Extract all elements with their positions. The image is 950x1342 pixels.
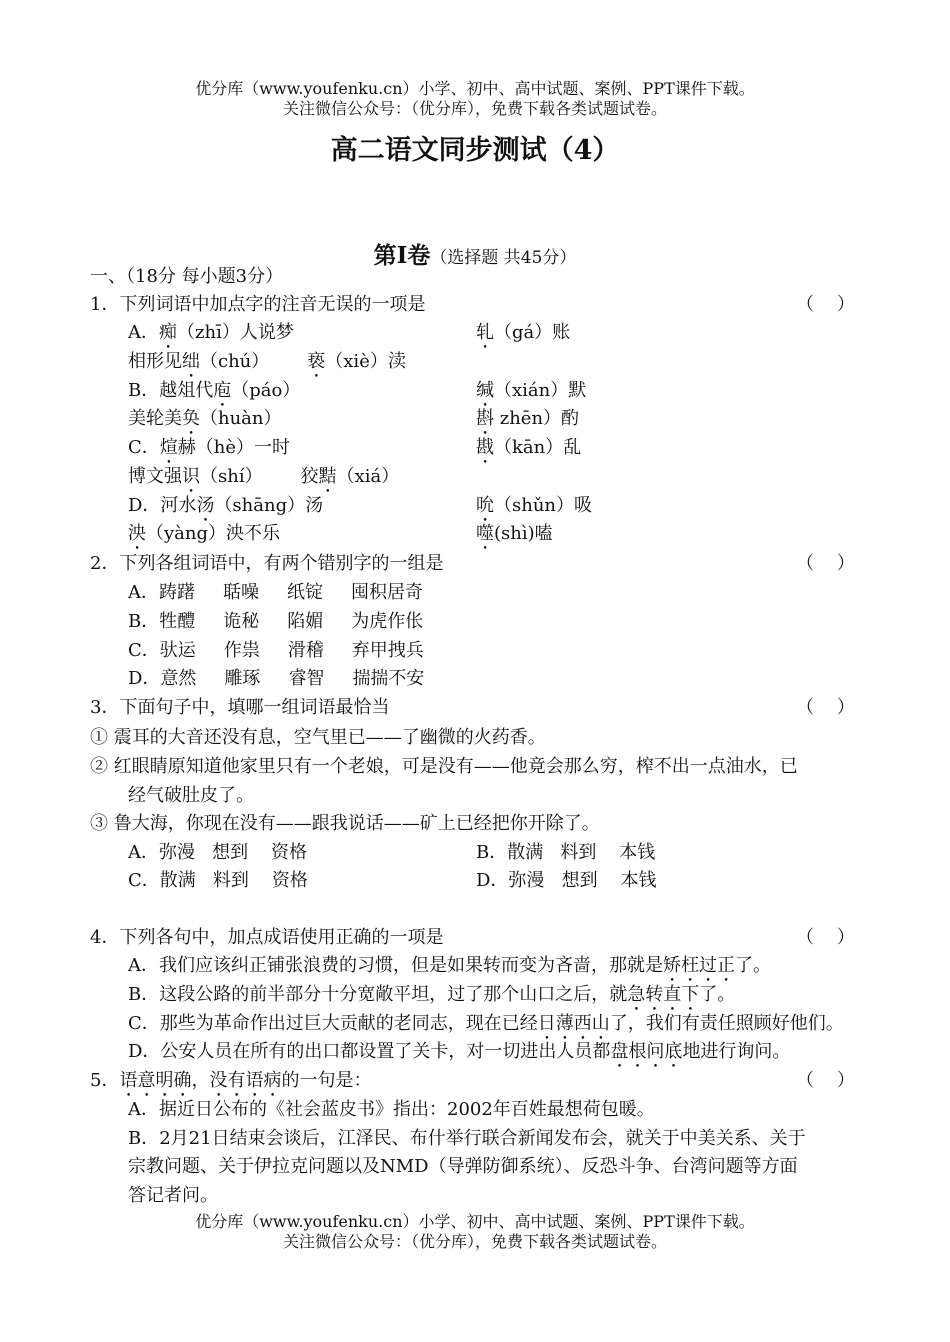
q3-sentence-2-cont: 经气破肚皮了。 (128, 785, 254, 806)
q2-option-a: A．踌躇 聒噪 纸锭 囤积居奇 (128, 582, 423, 603)
q5-option-b-line2: 宗教问题、关于伊拉克问题以及NMD（导弹防御系统）、反恐斗争、台湾问题等方面 (128, 1156, 798, 1177)
q5-option-b-line1: B．2月21日结束会谈后，江泽民、布什举行联合新闻发布会，就关于中美关系、关于 (128, 1128, 806, 1149)
q4-option-d: D．公安人员在所有的出口都设置了关卡，对一切进出人员都盘根问底地进行询问。 (128, 1041, 791, 1062)
q2-answer-paren: （ ） (796, 553, 855, 574)
q1-option-b1: B．越俎代庖（páo） (128, 380, 301, 401)
q1-option-b3: 美轮美奂（huàn） (128, 408, 282, 429)
q1-option-d1: D．河水汤（shāng）汤 (128, 495, 324, 516)
q3-answer-paren: （ ） (796, 697, 855, 718)
q1-option-b2: 缄（xián）默 (476, 380, 587, 401)
q1-stem: 1．下列词语中加点字的注音无误的一项是 (90, 294, 426, 315)
site-footer-line2: 关注微信公众号：（优分库），免费下载各类试题试卷。 (282, 1232, 667, 1251)
page-title: 高二语文同步测试（4） (330, 135, 620, 166)
q3-option-a: A．弥漫 想到 资格 (128, 842, 308, 863)
q2-option-b: B．牲醴 诡秘 陷媚 为虎作伥 (128, 611, 424, 632)
q2-option-d: D．意然 雕琢 睿智 揣揣不安 (128, 668, 425, 689)
q1-option-a2: 轧（gá）账 (476, 322, 571, 343)
q1-option-c2: 戡（kān）乱 (476, 437, 582, 458)
q3-option-d: D．弥漫 想到 本钱 (476, 870, 657, 891)
q4-option-b: B．这段公路的前半部分十分宽敞平坦，过了那个山口之后，就急转直下了。 (128, 984, 736, 1005)
section-heading: 一、（18分 每小题3分） (90, 266, 284, 287)
q1-option-d4: 噬(shì)嗑 (476, 523, 553, 544)
q1-answer-paren: （ ） (796, 294, 855, 315)
q1-option-c1: C．煊赫（hè）一时 (128, 437, 291, 458)
q3-option-c: C．散满 料到 资格 (128, 870, 308, 891)
q5-answer-paren: （ ） (796, 1070, 855, 1091)
q5-stem: 5．语意明确，没有语病的一句是： (90, 1070, 372, 1091)
q3-stem: 3．下面句子中，填哪一组词语最恰当 (90, 697, 390, 718)
site-header-line2: 关注微信公众号：（优分库），免费下载各类试题试卷。 (282, 99, 667, 118)
q4-answer-paren: （ ） (796, 927, 855, 948)
volume-note: （选择题 共45分） (430, 248, 577, 268)
q1-option-a3: 相形见绌（chú） 亵（xiè）渎 (128, 351, 406, 372)
q4-option-c: C．那些为革命作出过巨大贡献的老同志，现在已经日薄西山了，我们有责任照顾好他们。 (128, 1013, 844, 1034)
q3-sentence-3: ③ 鲁大海，你现在没有——跟我说话——矿上已经把你开除了。 (90, 813, 600, 834)
q1-option-d2: 吮（shǔn）吸 (476, 495, 593, 516)
q5-option-b-line3: 答记者问。 (128, 1185, 218, 1206)
q1-option-a1: A．痴（zhī）人说梦 (128, 322, 294, 343)
q3-sentence-1: ① 震耳的大音还没有息，空气里已——了幽微的火药香。 (90, 727, 546, 748)
q2-stem: 2．下列各组词语中，有两个错别字的一组是 (90, 553, 444, 574)
q1-option-c3: 博文强识（shí） 狡黠（xiá） (128, 466, 400, 487)
q4-option-a: A．我们应该纠正铺张浪费的习惯，但是如果转而变为吝啬，那就是矫枉过正了。 (128, 955, 771, 976)
volume-name: 第Ⅰ卷 (373, 242, 431, 269)
site-footer-line1: 优分库（www.youfenku.cn）小学、初中、高中试题、案例、PPT课件下载。 (195, 1212, 755, 1231)
q4-stem: 4．下列各句中，加点成语使用正确的一项是 (90, 927, 444, 948)
q2-option-c: C．驮运 作祟 滑稽 弃甲拽兵 (128, 640, 424, 661)
q5-option-a: A．据近日公布的《社会蓝皮书》指出：2002年百姓最想荷包暖。 (128, 1099, 655, 1120)
site-header-line1: 优分库（www.youfenku.cn）小学、初中、高中试题、案例、PPT课件下载。 (195, 79, 755, 98)
q1-option-d3: 泱（yàng）泱不乐 (128, 523, 281, 544)
q3-option-b: B．散满 料到 本钱 (476, 842, 656, 863)
q3-sentence-2: ② 红眼睛原知道他家里只有一个老娘，可是没有——他竟会那么穷，榨不出一点油水，已 (90, 756, 798, 777)
q1-option-b4: 斟 zhēn）酌 (476, 408, 580, 429)
